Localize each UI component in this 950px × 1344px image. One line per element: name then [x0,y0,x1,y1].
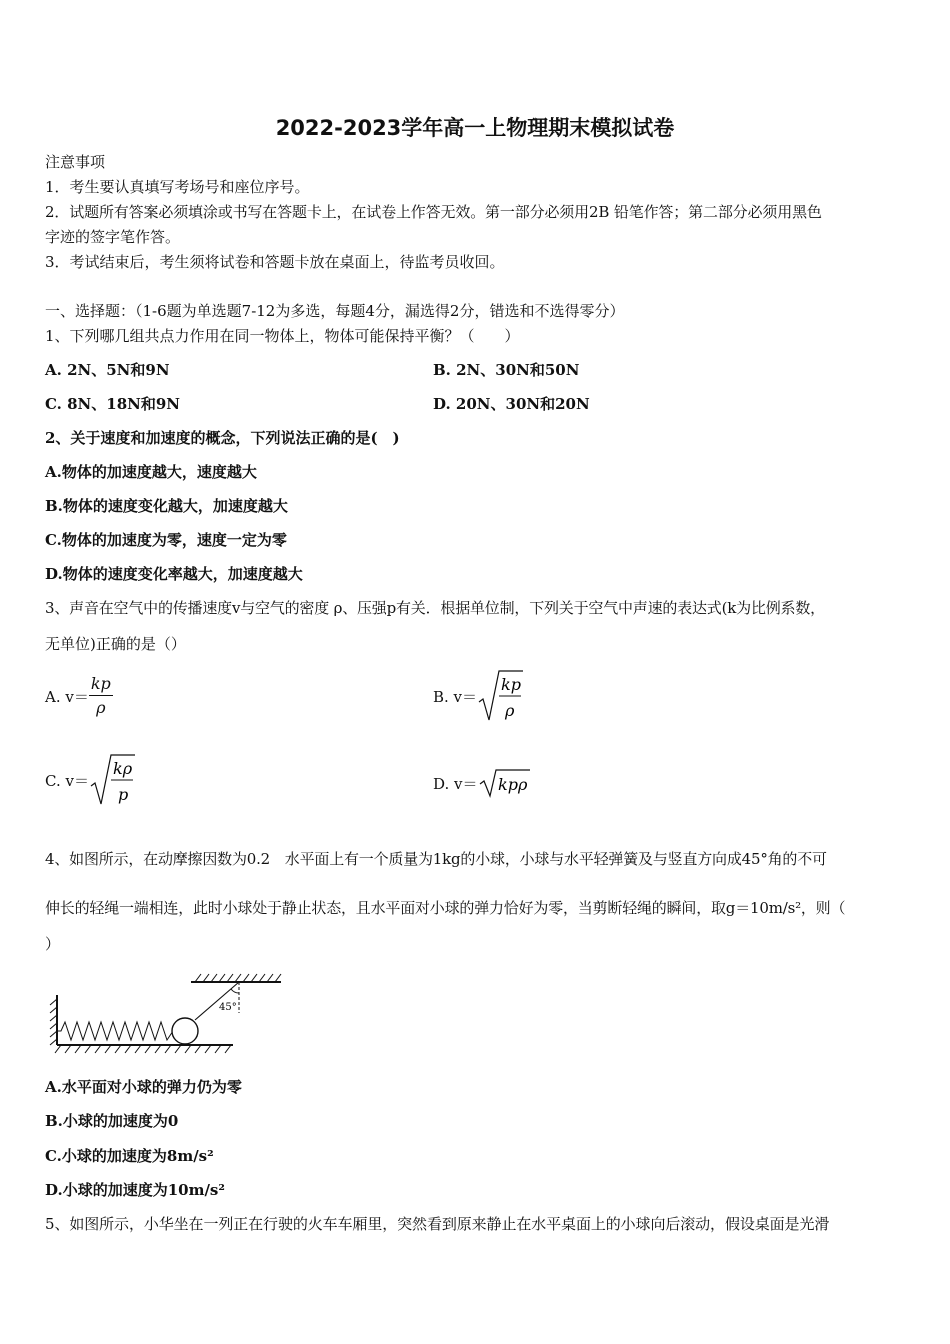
q1-option-c: C. 8N、18N和9N [45,395,181,413]
q3-a-numerator: kp [89,674,113,696]
q2-stem: 2、关于速度和加速度的概念，下列说法正确的是( ) [45,429,400,447]
figure-angle-label: 45° [219,1002,237,1013]
q2-option-c: C.物体的加速度为零，速度一定为零 [45,531,287,549]
q3-option-b-label: B. v＝ [433,687,478,706]
q2-option-a: A.物体的加速度越大，速度越大 [45,463,257,481]
q3-option-c-label: C. v＝ [45,771,89,790]
page-title: 2022-2023学年高一上物理期末模拟试卷 [275,116,675,140]
q2-option-d: D.物体的速度变化率越大，加速度越大 [45,565,303,583]
q3-option-a-fraction [89,674,113,718]
q1-option-b: B. 2N、30N和50N [433,361,580,379]
q3-c-numerator: kρ [112,759,133,778]
q4-option-b: B.小球的加速度为0 [45,1112,179,1130]
section-heading: 一、选择题：（1-6题为单选题7-12为多选，每题4分，漏选得2分，错选和不选得零分） [45,302,625,320]
q4-stem-line1: 4、如图所示，在动摩擦因数为0.2 水平面上有一个质量为1kg的小球，小球与水平轻弹簧及与竖直方向成45°角的不可 [45,850,827,868]
q2-option-b: B.物体的速度变化越大，加速度越大 [45,497,288,515]
spring-ball-figure [45,965,285,1057]
q3-stem-line1: 3、声音在空气中的传播速度v与空气的密度 ρ、压强p有关．根据单位制，下列关于空气中声速的表达式(k为比例系数， [45,599,825,617]
q3-option-d [433,768,530,798]
q3-a-denominator: ρ [96,698,106,717]
q3-stem-line2: 无单位)正确的是（） [45,635,186,653]
q3-d-radicand: kpρ [497,775,527,794]
q3-b-denominator: ρ [505,701,515,720]
q4-option-a: A.水平面对小球的弹力仍为零 [45,1078,242,1096]
sqrt-symbol-c [89,752,135,808]
q4-stem-line2: 伸长的轻绳一端相连，此时小球处于静止状态，且水平面对小球的弹力恰好为零，当剪断轻绳的瞬间，取g＝10m/s²，则（ [45,899,846,917]
q3-option-a-label: A. v＝ [45,687,89,706]
q3-c-denominator: p [117,785,129,804]
notice-item-3: 3．考试结束后，考生须将试卷和答题卡放在桌面上，待监考员收回。 [45,253,505,271]
sqrt-symbol-d [478,768,530,798]
q3-option-d-label: D. v＝ [433,774,478,793]
q3-option-a [45,674,113,718]
notice-item-2: 2．试题所有答案必须填涂或书写在答题卡上，在试卷上作答无效。第一部分必须用2B 铅笔作答；第二部分必须用黑色 [45,203,822,221]
q4-stem-line3: ） [45,935,61,953]
q3-b-numerator: kp [501,675,521,694]
notice-item-2-cont: 字迹的签字笔作答。 [45,228,181,246]
q3-option-c [45,752,135,808]
q5-stem: 5、如图所示，小华坐在一列正在行驶的火车车厢里，突然看到原来静止在水平桌面上的小球向后滚动，假设桌面是光滑 [45,1215,830,1233]
q4-option-d: D.小球的加速度为10m/s² [45,1181,225,1199]
q4-option-c: C.小球的加速度为8m/s² [45,1147,214,1165]
notice-heading: 注意事项 [45,153,106,171]
sqrt-symbol-b [477,668,523,724]
notice-item-1: 1．考生要认真填写考场号和座位序号。 [45,178,310,196]
q1-option-a: A. 2N、5N和9N [45,361,170,379]
q1-stem: 1、下列哪几组共点力作用在同一物体上，物体可能保持平衡？（ ） [45,327,520,345]
q3-option-b [433,668,523,724]
q1-option-d: D. 20N、30N和20N [433,395,590,413]
